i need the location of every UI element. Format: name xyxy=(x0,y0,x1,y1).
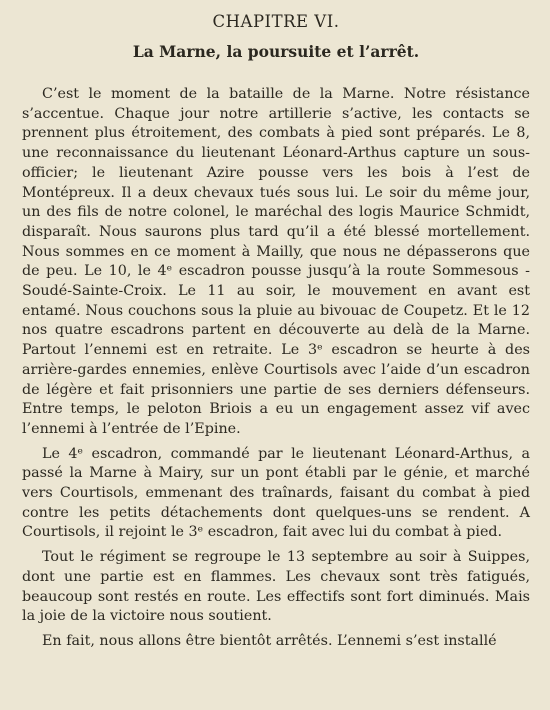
chapter-heading: CHAPITRE VI. xyxy=(212,12,340,31)
body-text xyxy=(22,85,530,652)
paragraph-4: En fait, nous allons être bientôt arrêtés. L’ennemi s’est installé xyxy=(42,632,497,649)
paragraph-1: C’est le moment de la bataille de la Marne. Notre résistance s’accentue. Chaque jour notre artillerie s’active, les contacts se prennent plus étroitement, des combats à pied sont préparés. Le 8, une reconnaissance du lieutenant Léonard-Arthus capture un sous-officier; le lieutenant Azire pousse vers les bois à l’est de Montépreux. Il a deux chevaux tués sous lui. Le soir du même jour, un des fils de notre colonel, le maréchal des logis Maurice Schmidt, disparaît. Nous saurons plus tard qu’il a été blessé mortellement. Nous sommes en ce moment à Mailly, que nous ne dépasserons que de peu. Le 10, le 4ᵉ escadron pousse jusqu’à la route Sommesous - Soudé-Sainte-Croix. Le 11 au soir, le mouvement en avant est entamé. Nous couchons sous la pluie au bivouac de Coupetz. Et le 12 nos quatre escadrons partent en découverte au delà de la Marne. Partout l’ennemi est en retraite. Le 3ᵉ escadron se heurte à des arrière-gardes ennemies, enlève Courtisols avec l’aide d’un escadron de légère et fait prisonniers une partie de ses derniers défenseurs. Entre temps, le peloton Briois a eu un engagement assez vif avec l’ennemi à l’entrée de l’Epine. xyxy=(22,86,530,437)
paragraph-3: Tout le régiment se regroupe le 13 septembre au soir à Suippes, dont une partie est en flammes. Les chevaux sont très fatigués, beaucoup sont restés en route. Les effectifs sont fort diminués. Mais la joie de la victoire nous soutient. xyxy=(22,549,530,625)
paragraph-2: Le 4ᵉ escadron, commandé par le lieutenant Léonard-Arthus, a passé la Marne à Mairy, sur un pont établi par le génie, et marché vers Courtisols, emmenant des traînards, faisant du combat à pied contre les petits détachements dont quelques-uns se rendent. A Courtisols, il rejoint le 3ᵉ escadron, fait avec lui du combat à pied. xyxy=(22,445,530,541)
chapter-title: La Marne, la poursuite et l’arrêt. xyxy=(132,42,420,61)
